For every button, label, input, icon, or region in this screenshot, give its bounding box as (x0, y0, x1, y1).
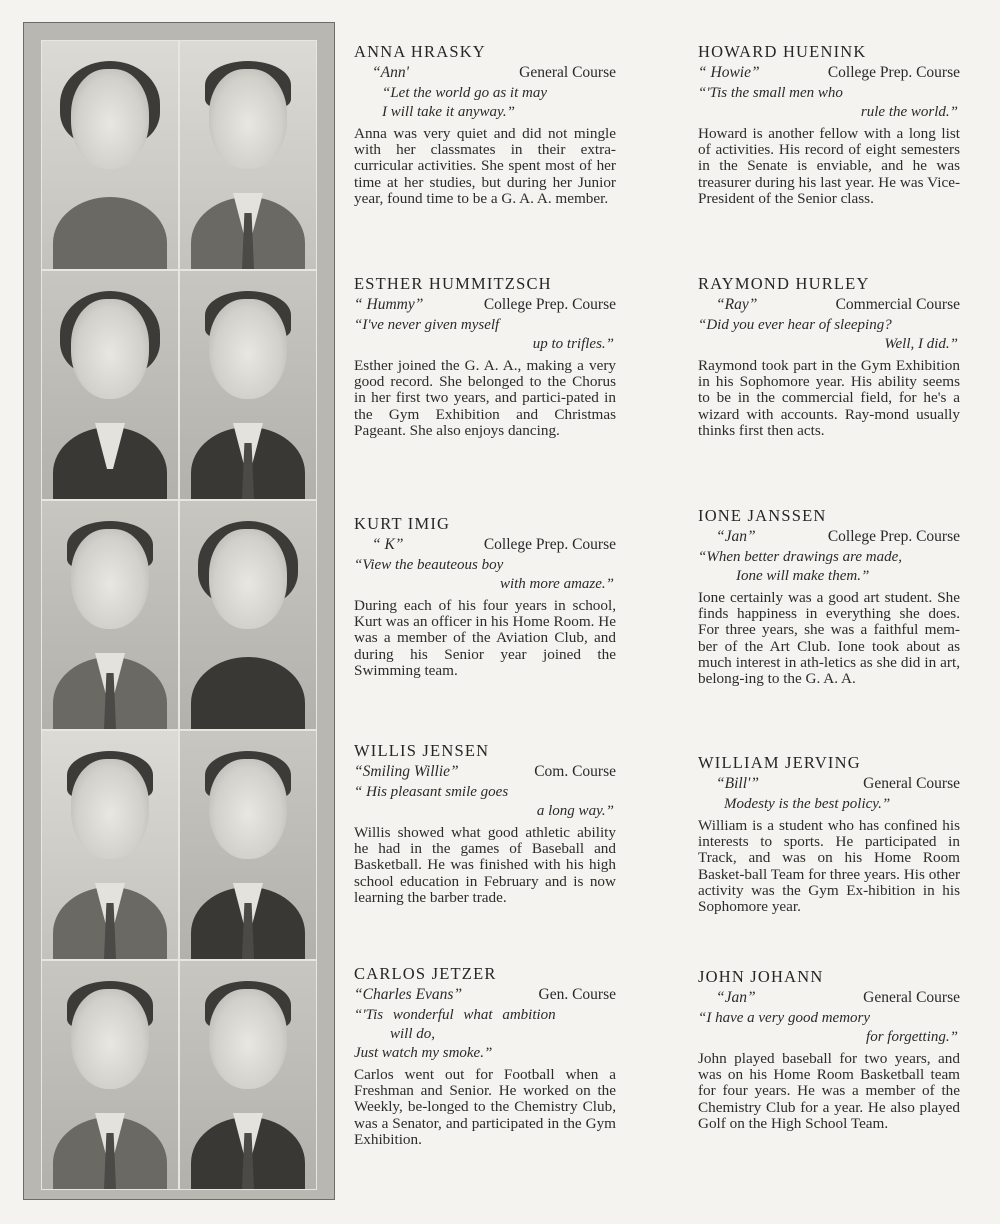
quote-line: “Let the world go as it may (382, 85, 548, 101)
student-entry (698, 967, 960, 1132)
student-quote (698, 548, 960, 586)
student-name: JOHN JOHANN (698, 967, 824, 986)
quote-line: “View the beauteous boy (354, 557, 504, 573)
quote-line: Just watch my smoke.” (354, 1045, 493, 1061)
quote-line: “'Tis the small men who (698, 85, 843, 101)
student-entry (698, 506, 960, 687)
student-bio: Raymond took part in the Gym Exhibition in his Sophomore year. His ability seems to be in the commercial field, for he's a wizard with accounts. Ray-mond usually thinks first then acts. (698, 357, 960, 439)
student-entry (354, 514, 616, 679)
student-nickname: “ Hummy” (354, 296, 424, 313)
quote-line: Well, I did.” (884, 336, 958, 352)
student-nickname: “Smiling Willie” (354, 763, 459, 780)
student-entry (698, 42, 960, 207)
student-bio: Ione certainly was a good art student. She finds happiness in everything she does. For three years, she was a faithful mem-ber of the Art Club. Ione took about as much interest in ath-letics as she did in art, belong-ing to the G. A. A. (698, 589, 960, 688)
student-quote (698, 795, 960, 814)
quote-line: for forgetting.” (866, 1029, 958, 1045)
student-bio: Carlos went out for Football when a Freshman and Senior. He worked on the Weekly, be-longed to the Chemistry Club, was a Senator, and participated in the Gym Exhibition. (354, 1066, 616, 1148)
student-meta (698, 773, 960, 794)
quote-line: “'Tis wonderful what ambition (354, 1007, 556, 1023)
student-meta (354, 294, 616, 315)
quote-line: Ione will make them.” (736, 568, 870, 584)
student-nickname: “Ray” (716, 296, 758, 313)
student-bio: Howard is another fellow with a long list of activities. His record of eight semesters in the Senate is enviable, and he was treasurer during his last year. He was Vice-President of the Senior class. (698, 125, 960, 207)
student-name: CARLOS JETZER (354, 964, 497, 983)
student-bio: Willis showed what good athletic ability he had in the games of Baseball and Basketball. He was finished with his high school education in February and is now learning the barber trade. (354, 824, 616, 906)
student-course: Gen. Course (538, 986, 616, 1003)
student-name: WILLIAM JERVING (698, 753, 861, 772)
quote-line: “I've never given myself (354, 317, 500, 333)
student-course: Com. Course (534, 763, 616, 780)
student-course: College Prep. Course (827, 64, 960, 81)
student-quote (354, 84, 616, 122)
student-nickname: “Bill'” (716, 775, 759, 792)
student-bio: Anna was very quiet and did not mingle with her classmates in their extra-curricular activities. She spent most of her time at her studies, but during her Junior year, found time to be a G. A. A. member. (354, 125, 616, 207)
student-meta (698, 526, 960, 547)
student-meta (698, 62, 960, 83)
quote-line: I will take it anyway.” (382, 104, 515, 120)
portrait-howard-huenink (180, 41, 316, 269)
student-entry (354, 964, 616, 1148)
quote-line: with more amaze.” (499, 576, 614, 592)
student-course: Commercial Course (835, 296, 960, 313)
student-course: College Prep. Course (827, 528, 960, 545)
student-course: General Course (863, 989, 960, 1006)
student-bio: Esther joined the G. A. A., making a very good record. She belonged to the Chorus in her first two years, and partici-pated in the Gym Exhibition and Christmas Pageant. She also enjoys dancing. (354, 357, 616, 439)
student-entry (698, 274, 960, 439)
student-quote (354, 316, 616, 354)
portrait-john-johann (180, 961, 316, 1189)
student-name: ESTHER HUMMITZSCH (354, 274, 552, 293)
portrait-ione-janssen (180, 501, 316, 729)
student-bio: William is a student who has confined his interests to sports. He participated in Track, and was on his Home Room Basket-ball Team for three years. His other activity was the Gym Ex-hibition in his Sophomore year. (698, 817, 960, 916)
student-nickname: “Jan” (716, 989, 756, 1006)
student-quote (354, 783, 616, 821)
student-name: IONE JANSSEN (698, 506, 827, 525)
student-name: HOWARD HUENINK (698, 42, 867, 61)
student-quote (354, 1006, 616, 1063)
photo-grid (41, 40, 317, 1190)
student-meta (698, 294, 960, 315)
student-course: College Prep. Course (483, 536, 616, 553)
student-bio: During each of his four years in school, Kurt was an officer in his Home Room. He was a member of the Aviation Club, and during his Senior year joined the Swimming team. (354, 597, 616, 679)
quote-line: Modesty is the best policy.” (724, 796, 891, 812)
student-nickname: “ K” (372, 536, 404, 553)
portrait-william-jerving (180, 731, 316, 959)
student-name: KURT IMIG (354, 514, 451, 533)
student-entry (354, 741, 616, 906)
portrait-kurt-imig (42, 501, 178, 729)
portrait-carlos-jetzer (42, 961, 178, 1189)
student-entry (698, 753, 960, 915)
student-quote (698, 84, 960, 122)
student-nickname: “Jan” (716, 528, 756, 545)
student-entry (354, 274, 616, 439)
student-meta (354, 62, 616, 83)
student-name: RAYMOND HURLEY (698, 274, 870, 293)
quote-line: “Did you ever hear of sleeping? (698, 317, 892, 333)
student-bio: John played baseball for two years, and was on his Home Room Basketball team for four years. He was a member of the Chemistry Club for a year. He also played Golf on the High School Team. (698, 1050, 960, 1132)
student-entry (354, 42, 616, 207)
quote-line: will do, (390, 1026, 436, 1042)
student-name: ANNA HRASKY (354, 42, 486, 61)
photo-panel (23, 22, 335, 1200)
portrait-esther-hummitzsch (42, 271, 178, 499)
student-course: General Course (519, 64, 616, 81)
portrait-willis-jensen (42, 731, 178, 959)
portrait-anna-hrasky (42, 41, 178, 269)
student-course: General Course (863, 775, 960, 792)
student-nickname: “Charles Evans” (354, 986, 463, 1003)
student-meta (354, 534, 616, 555)
student-name: WILLIS JENSEN (354, 741, 490, 760)
student-meta (698, 987, 960, 1008)
quote-line: “When better drawings are made, (698, 549, 903, 565)
student-course: College Prep. Course (483, 296, 616, 313)
quote-line: rule the world.” (860, 104, 958, 120)
quote-line: up to trifles.” (532, 336, 614, 352)
student-quote (354, 556, 616, 594)
student-quote (698, 1009, 960, 1047)
portrait-raymond-hurley (180, 271, 316, 499)
quote-line: “ His pleasant smile goes (354, 784, 509, 800)
student-meta (354, 984, 616, 1005)
student-quote (698, 316, 960, 354)
student-nickname: “Ann' (372, 64, 409, 81)
quote-line: “I have a very good memory (698, 1010, 871, 1026)
student-nickname: “ Howie” (698, 64, 760, 81)
student-meta (354, 761, 616, 782)
quote-line: a long way.” (536, 803, 614, 819)
